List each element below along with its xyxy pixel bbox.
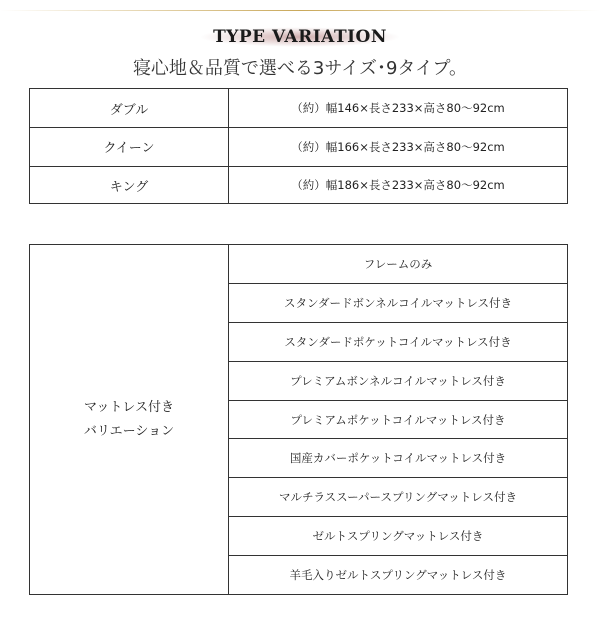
variation-list bbox=[229, 245, 567, 594]
variation-label bbox=[30, 245, 229, 594]
variation-label-line: バリエーション bbox=[83, 423, 175, 439]
list-item: スタンダードポケットコイルマットレス付き bbox=[229, 322, 567, 361]
size-name: キング bbox=[30, 167, 229, 204]
list-item: マルチラススーパースプリングマットレス付き bbox=[229, 477, 567, 516]
size-dimensions: （約）幅146×長さ233×高さ80～92cm bbox=[291, 101, 505, 116]
table-row bbox=[30, 89, 567, 127]
page-title bbox=[0, 27, 600, 47]
list-item: ゼルトスプリングマットレス付き bbox=[229, 516, 567, 555]
list-item: プレミアムポケットコイルマットレス付き bbox=[229, 400, 567, 439]
list-item: プレミアムボンネルコイルマットレス付き bbox=[229, 361, 567, 400]
size-dimensions: （約）幅186×長さ233×高さ80～92cm bbox=[291, 178, 505, 193]
list-item: スタンダードボンネルコイルマットレス付き bbox=[229, 283, 567, 322]
top-divider bbox=[0, 10, 600, 11]
list-item: 国産カバーポケットコイルマットレス付き bbox=[229, 438, 567, 477]
size-table bbox=[29, 88, 568, 204]
page-title-text: TYPE VARIATION bbox=[199, 27, 401, 47]
list-item: 羊毛入りゼルトスプリングマットレス付き bbox=[229, 555, 567, 594]
table-row bbox=[30, 166, 567, 204]
size-name: クイーン bbox=[30, 128, 229, 165]
variation-label-line: マットレス付き bbox=[83, 399, 175, 415]
size-name: ダブル bbox=[30, 89, 229, 127]
list-item: フレームのみ bbox=[363, 256, 433, 271]
table-row bbox=[30, 127, 567, 165]
variation-table bbox=[29, 244, 568, 595]
page-subtitle: 寝心地＆品質で選べる3サイズ･9タイプ。 bbox=[132, 58, 468, 79]
size-dimensions: （約）幅166×長さ233×高さ80～92cm bbox=[291, 139, 505, 154]
